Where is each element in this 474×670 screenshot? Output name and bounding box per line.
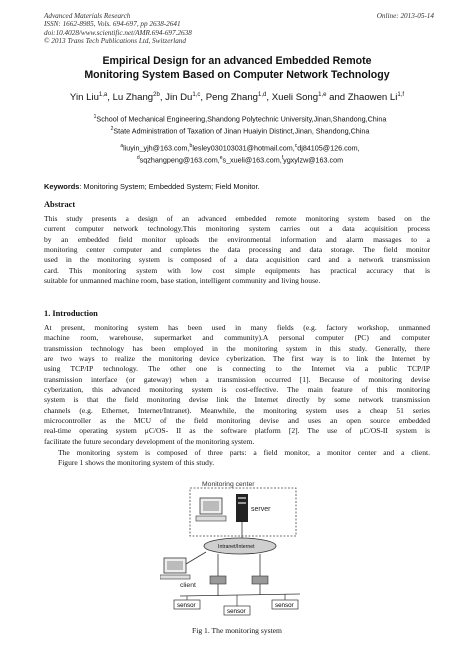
keywords-label: Keywords bbox=[44, 182, 80, 191]
text-line: real-time operating system μC/OS- II as the software platform [2]. The use of μC/OS-II system is bbox=[44, 426, 430, 436]
introduction-heading: 1. Introduction bbox=[44, 309, 98, 318]
text-line: Figure 1 shows the monitoring system of this study. bbox=[58, 458, 215, 468]
email-line-1 bbox=[40, 141, 440, 153]
center-pc-icon bbox=[196, 498, 226, 521]
network-label: Intranet/Internet bbox=[218, 544, 255, 550]
text-line: monitoring center computer and completes the data processing and data storage. The field monitor bbox=[44, 245, 430, 255]
author-affiliation-sup: 2b bbox=[153, 92, 160, 98]
author-list: Yin Liu$^{1,a}$, Lu Zhang$^{2b}$, Jin Du$^{1,c}$, Peng Zhang$^{1,d}$, Xueli Song$^{1,e}$ and Zhaowen Li$^{1,f}$ bbox=[69, 92, 405, 104]
affiliation-2 bbox=[40, 124, 440, 136]
text-line: card. This monitoring system with low cost simple equipments has practical accuracy that is bbox=[44, 265, 430, 275]
issn-line: ISSN: 1662-8985, Vols. 694-697, pp 2638-2641 bbox=[44, 20, 181, 29]
affiliation-1-sup: 1 bbox=[93, 114, 97, 120]
author-affiliation-sup: 1,a bbox=[98, 92, 108, 98]
email-sup: c bbox=[294, 143, 298, 149]
text-line: microcontroller as the MCU of the field monitoring devise and uses an open source embedded bbox=[44, 416, 430, 426]
author-name: Peng Zhang bbox=[205, 92, 259, 104]
affiliation-2-text: State Administration of Taxation of Jinan Huaiyin Distinct,Jinan, Shandong,China bbox=[113, 126, 370, 136]
text-line: This study presents a design of an advanced embedded remote monitoring system based on the bbox=[44, 214, 430, 223]
text-line: facilitate the future secondary development of the monitoring system. bbox=[44, 436, 255, 446]
client-pc-icon bbox=[160, 558, 190, 579]
email-address[interactable]: s_xueli@163.com, bbox=[222, 155, 282, 165]
doi-line: doi:10.4028/www.scientific.net/AMR.694-697.2638 bbox=[44, 28, 192, 37]
title-line-2: Monitoring System Based on Computer Network Technology bbox=[84, 69, 390, 81]
abstract-body bbox=[44, 214, 430, 286]
author-affiliation-sup: 1,d bbox=[258, 92, 267, 98]
sensor-label: sensor bbox=[177, 602, 196, 609]
text-line: by an embedded field monitor uploads the environmental information and alarm massages to a bbox=[44, 234, 430, 244]
introduction-body-2 bbox=[44, 448, 430, 469]
affiliation-1 bbox=[40, 112, 440, 124]
email-line-2 bbox=[40, 153, 440, 165]
keywords-text: : Monitoring System; Embedded System; Field Monitor. bbox=[79, 182, 260, 191]
online-date: Online: 2013-05-14 bbox=[376, 12, 434, 20]
title-line-1: Empirical Design for an advanced Embedded Remote bbox=[102, 55, 372, 67]
email-sup: e bbox=[219, 155, 223, 161]
journal-name: Advanced Materials Research bbox=[44, 12, 131, 20]
author-name: Jin Du bbox=[165, 92, 193, 104]
email-address[interactable]: dj84105@126.com, bbox=[297, 143, 360, 153]
text-line: machine room, warehouse, supermarket and community).A personal computer (PC) and computer bbox=[44, 333, 430, 343]
author-name: Lu Zhang bbox=[112, 92, 154, 104]
copyright-line: © 2013 Trans Tech Publications Ltd, Switzerland bbox=[44, 37, 186, 46]
text-line: cyberization, this advanced monitoring system is cost-effective. The main feature of this monitoring bbox=[44, 385, 430, 395]
server-icon bbox=[236, 494, 248, 522]
author-name: Zhaowen Li bbox=[347, 92, 398, 104]
monitoring-center-label: Monitoring center bbox=[202, 481, 255, 488]
text-line: current computer network technology.This monitoring system carries out a data acquisition process bbox=[44, 224, 430, 234]
text-line: used in the monitoring system is composed of a data acquisition card and a network transmission bbox=[44, 255, 430, 265]
keywords bbox=[44, 182, 260, 191]
affiliation-1-text: School of Mechanical Engineering,Shandong Polytechnic University,Jinan,Shandong,China bbox=[96, 114, 387, 124]
author-affiliation-sup: 1,f bbox=[397, 92, 405, 98]
text-line: system is that the field monitoring devise link the Internet directly by some network transmission bbox=[44, 395, 430, 405]
text-line: The monitoring system is composed of three parts: a field monitor, a monitor center and a client. bbox=[58, 448, 430, 457]
field-bus-line bbox=[180, 594, 300, 596]
author-affiliation-sup: 1,e bbox=[318, 92, 327, 98]
email-address[interactable]: liuyin_yjh@163.com, bbox=[123, 143, 190, 153]
introduction-body bbox=[44, 323, 430, 447]
email-sup: a bbox=[120, 143, 124, 149]
author-name: Yin Liu bbox=[69, 92, 99, 104]
email-sup: d bbox=[136, 155, 140, 161]
sensor-label: sensor bbox=[227, 608, 246, 615]
text-line: transmission interface (or gateway) when a transmission occurred [1]. Because of monitoring devise bbox=[44, 374, 430, 384]
email-address[interactable]: sqzhangpeng@163.com, bbox=[139, 155, 220, 165]
paper-title bbox=[30, 54, 444, 82]
client-label: client bbox=[180, 582, 196, 589]
abstract-heading: Abstract bbox=[44, 200, 76, 209]
figure-caption: Fig 1. The monitoring system bbox=[192, 626, 282, 635]
email-sup: f bbox=[281, 155, 284, 161]
server-label: server bbox=[251, 506, 271, 513]
affiliation-2-sup: 2 bbox=[110, 126, 114, 132]
text-line: At present, monitoring system has been used in many fields (e.g. factory workshop, unmanned bbox=[44, 323, 430, 332]
text-line: using TCP/IP technology. The other one is connecting to the Internet via a public TCP/IP bbox=[44, 364, 430, 374]
text-line: are two ways to realize the monitoring device cyberization. The first way is to link the Internet by bbox=[44, 354, 430, 364]
author-name: Xueli Song bbox=[271, 92, 319, 104]
text-line: suitable for unmanned machine room, base station, intelligent community and living house. bbox=[44, 276, 321, 286]
monitoring-system-figure bbox=[160, 476, 320, 622]
text-line: channels (e.g. Ethernet, Internet/Intranet). Meanwhile, the monitoring system uses a cheap 51 series bbox=[44, 405, 430, 415]
email-sup: b bbox=[189, 143, 193, 149]
field-monitor-icon bbox=[210, 576, 268, 584]
sensor-label: sensor bbox=[275, 602, 294, 609]
author-affiliation-sup: 1,c bbox=[192, 92, 201, 98]
journal-info bbox=[44, 12, 192, 46]
text-line: transmission technology has been employed in the monitoring system in this study. Generally, there bbox=[44, 343, 430, 353]
email-address[interactable]: lesley030103031@hotmail.com, bbox=[192, 143, 295, 153]
email-address[interactable]: ygxylzw@163.com bbox=[283, 155, 344, 165]
